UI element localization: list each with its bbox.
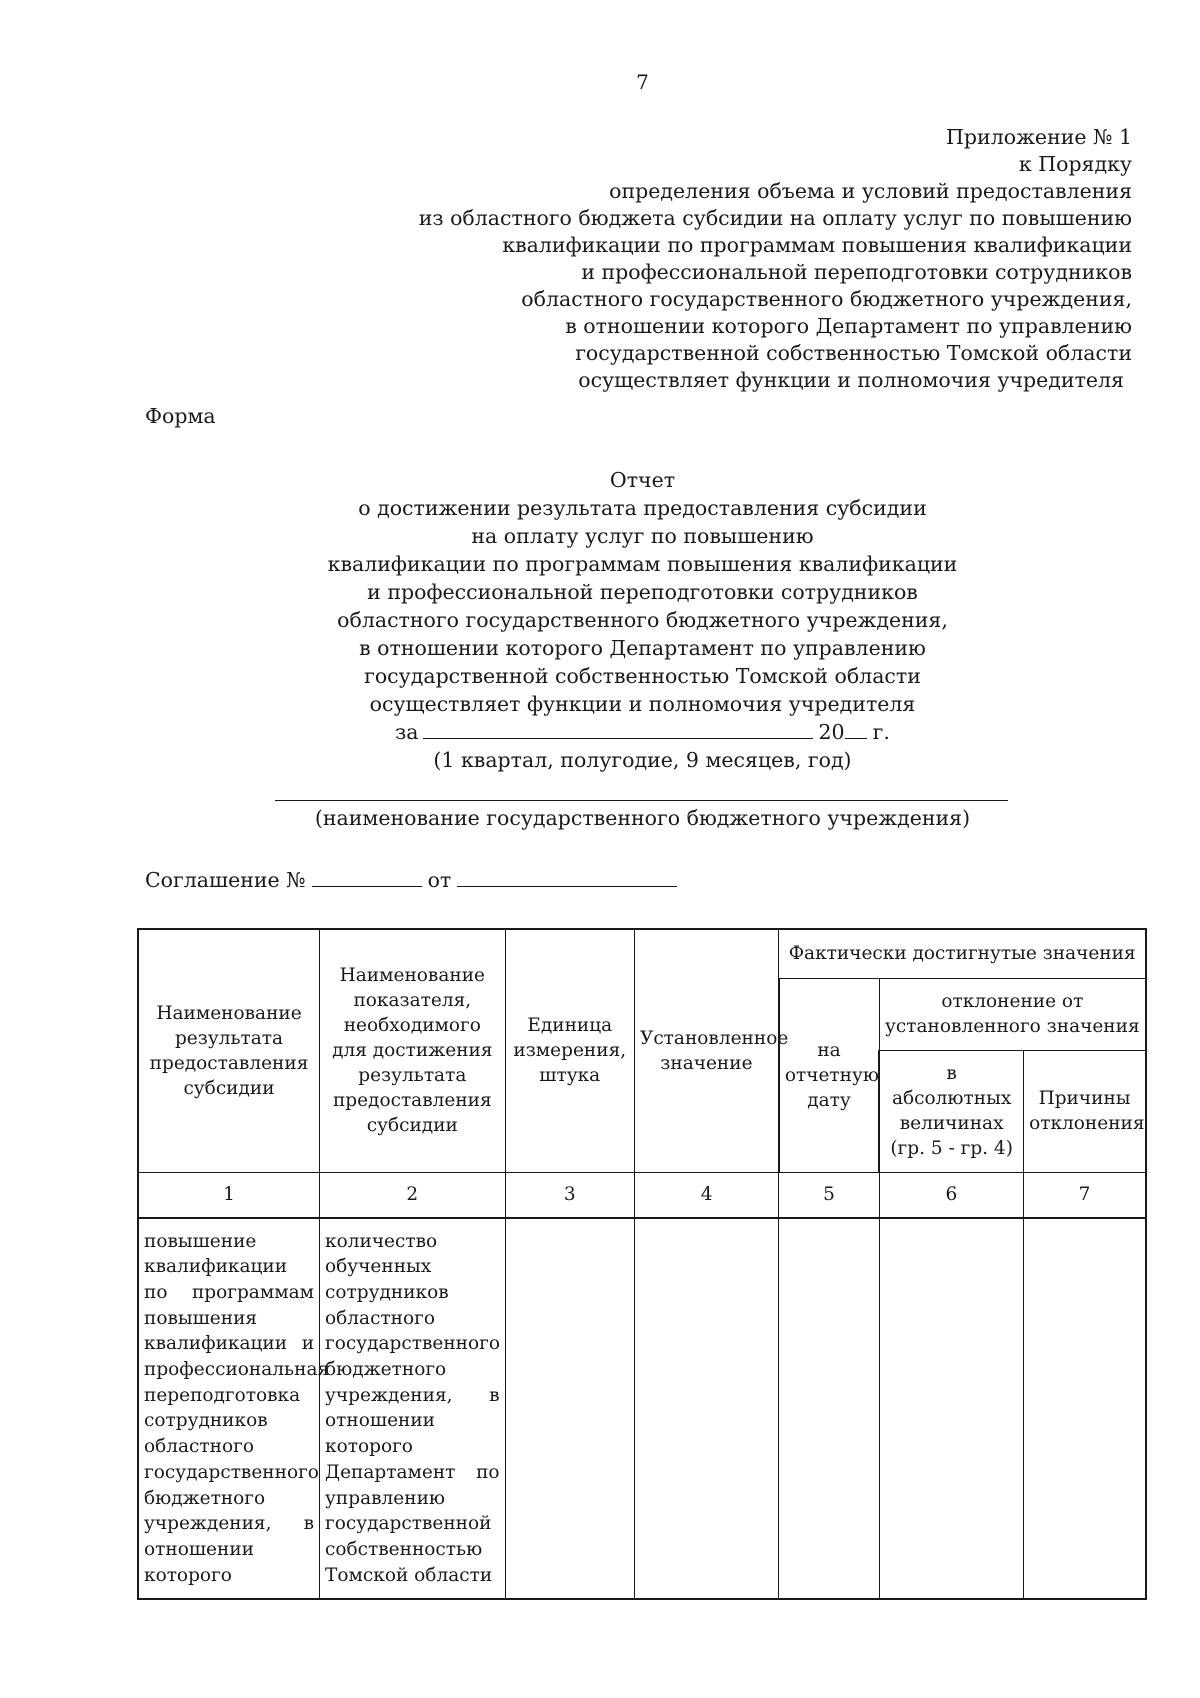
appendix-line: определения объема и условий предоставления — [609, 179, 1132, 203]
appendix-header — [419, 124, 1132, 394]
column-number: 6 — [879, 1172, 1023, 1218]
year-field[interactable] — [845, 718, 867, 739]
header-reporting-date: на отчетную дату — [779, 978, 879, 1172]
period-field[interactable] — [423, 718, 813, 739]
appendix-line: к Порядку — [1018, 152, 1132, 176]
institution-name-field[interactable] — [275, 800, 1008, 801]
form-label: Форма — [145, 404, 216, 428]
header-result-name: Наименование результата предоставления субсидии — [138, 929, 320, 1172]
agreement-number-field[interactable] — [312, 866, 422, 887]
header-absolute-deviation: в абсолютных величинах (гр. 5 - гр. 4) — [879, 1050, 1023, 1172]
agreement-from: от — [427, 868, 452, 892]
report-table — [137, 928, 1147, 1600]
deviation-reasons-cell[interactable] — [1024, 1218, 1146, 1600]
title-line: областного государственного бюджетного учреждения, — [337, 608, 948, 632]
title-line: на оплату услуг по повышению — [471, 524, 814, 548]
title-line: о достижении результата предоставления субсидии — [358, 496, 927, 520]
title-line: квалификации по программам повышения квалификации — [327, 552, 958, 576]
appendix-line: квалификации по программам повышения квалификации — [502, 233, 1132, 257]
appendix-line: из областного бюджета субсидии на оплату услуг по повышению — [418, 206, 1132, 230]
header-indicator-name: Наименование показателя, необходимого для достижения результата предоставления субсидии — [320, 929, 506, 1172]
header-deviation: отклонение от установленного значения — [879, 978, 1146, 1050]
column-number: 5 — [779, 1172, 879, 1218]
agreement-line — [145, 866, 677, 892]
header-deviation-reasons: Причины отклонения — [1024, 1050, 1146, 1172]
appendix-line: в отношении которого Департамент по управлению — [565, 314, 1132, 338]
period-prefix: за — [395, 720, 419, 744]
absolute-deviation-cell[interactable] — [879, 1218, 1023, 1600]
page-number: 7 — [636, 70, 649, 94]
appendix-line: и профессиональной переподготовки сотрудников — [581, 260, 1132, 284]
year-suffix: г. — [872, 720, 890, 744]
title-line: осуществляет функции и полномочия учредителя — [369, 692, 916, 716]
period-hint: (1 квартал, полугодие, 9 месяцев, год) — [433, 748, 852, 772]
period-line — [0, 718, 1200, 746]
title-line: и профессиональной переподготовки сотрудников — [367, 580, 918, 604]
column-number: 4 — [634, 1172, 778, 1218]
agreement-date-field[interactable] — [457, 866, 677, 887]
appendix-line: осуществляет функции и полномочия учредителя — [578, 368, 1124, 392]
title-line: в отношении которого Департамент по управлению — [359, 636, 926, 660]
table-row — [138, 1218, 1146, 1600]
header-actual-values: Фактически достигнутые значения — [779, 929, 1146, 978]
target-value-cell[interactable] — [634, 1218, 778, 1600]
column-number: 2 — [320, 1172, 506, 1218]
report-title — [0, 466, 1200, 774]
appendix-line: государственной собственностью Томской области — [575, 341, 1132, 365]
header-target-value: Установленное значение — [634, 929, 778, 1172]
result-name-cell: повышение квалификации по программам повышения квалификации и профессиональная переподготовка сотрудников областного государственного бюджетного учреждения, в отношении которого — [138, 1218, 320, 1600]
institution-caption: (наименование государственного бюджетного учреждения) — [314, 806, 971, 830]
title-line: Отчет — [609, 468, 676, 492]
unit-cell[interactable] — [505, 1218, 634, 1600]
agreement-label: Соглашение № — [145, 868, 306, 892]
year-prefix: 20 — [818, 720, 845, 744]
indicator-name-cell: количество обученных сотрудников областного государственного бюджетного учреждения, в отношении которого Департамент по управлению государственной собственностью Томской области — [320, 1218, 506, 1600]
title-line: государственной собственностью Томской области — [364, 664, 921, 688]
appendix-line: Приложение № 1 — [946, 125, 1132, 149]
appendix-line: областного государственного бюджетного учреждения, — [521, 287, 1132, 311]
reporting-date-cell[interactable] — [779, 1218, 879, 1600]
header-unit: Единица измерения, штука — [505, 929, 634, 1172]
column-number: 1 — [138, 1172, 320, 1218]
column-number: 7 — [1024, 1172, 1146, 1218]
column-number: 3 — [505, 1172, 634, 1218]
